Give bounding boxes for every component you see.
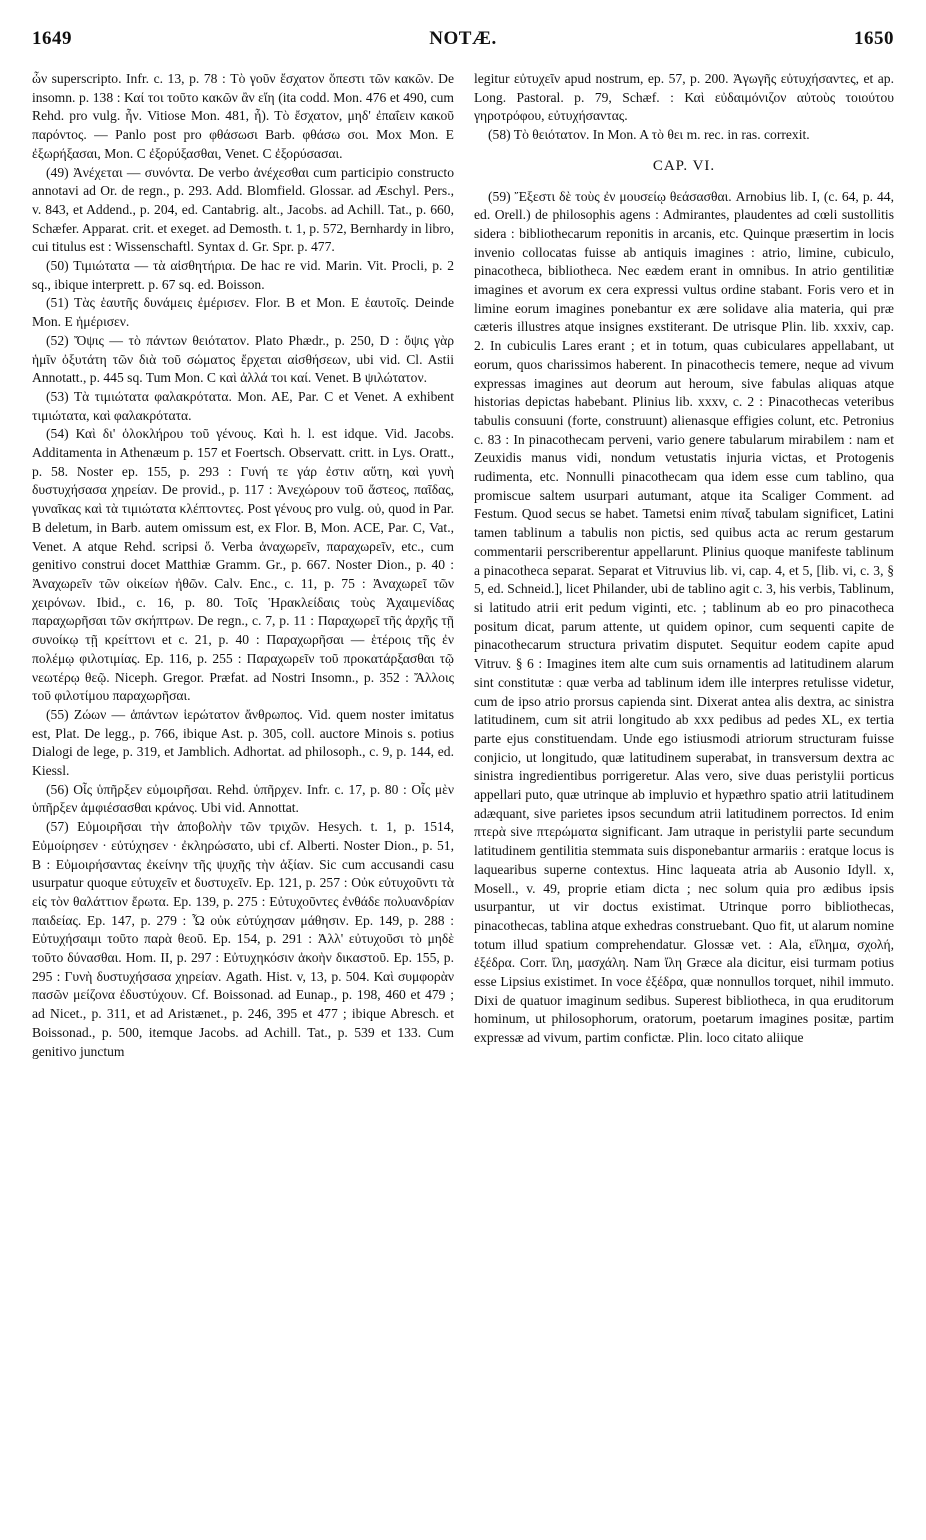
note-paragraph: (50) Τιμιώτατα — τὰ αἰσθητήρια. De hac re vid. Marin. Vit. Procli, p. 2 sq., ibique interprett. p. 67 sq. ed. Boisson. xyxy=(32,258,454,292)
note-paragraph: (57) Εὐμοιρῆσαι τὴν ἀποβολὴν τῶν τριχῶν. Hesych. t. 1, p. 1514, Εὐμοίρησεν · εὐτύχησεν · ἐκληρώσατο, ubi cf. Alberti. Noster Dion., p. 51, B : Εὐμοιρήσαντας ἐκείνην τῆς ψυχῆς τὴν ἀξίαν. Sic cum accusandi casu usurpatur quoque εὐτυχεῖν et δυστυχεῖν. Ep. 121, p. 257 : Οὐκ εὐτυχοῦντι τὰ εἰς τὸν θαλάττιον ἔρωτα. Ep. 139, p. 275 : Εὐτυχοῦντες ἐνθάδε πολυανδρίαν παιδείας. Ep. 147, p. 279 : Ὦ οὐκ εὐτύχησαν μάθησιν. Ep. 149, p. 288 : Εὐτυχήσαιμι τοῦτο παρὰ θεοῦ. Ep. 154, p. 291 : Ἀλλ' εὐτυχοῦσι τὸ μηδὲ τοῦτο δύνασθαι. Hom. II, p. 297 : Εὐτυχηκόσιν ἀκοὴν δικαστοῦ. Ep. 155, p. 295 : Γυνὴ δυστυχήσασα χηρείαν. Agath. Hist. v, 13, p. 504. Καὶ συμφορὰν πασῶν μείζονα ἐδυστύχουν. Cf. Boissonad. ad Eunap., p. 198, 460 et 479 ; ad Nicet., p. 311, et ad Aristænet., p. 246, 395 et 477 ; ibique Abresch. et Boissonad., p. 500, itemque Jacobs. ad Achill. Tat., p. 539 et 133. Cum genitivo junctum xyxy=(32,819,454,1059)
page-header xyxy=(32,28,894,58)
note-paragraph: ὧν superscripto. Infr. c. 13, p. 78 : Τὸ γοῦν ἔσχατον ὅπεστι τῶν κακῶν. De insomn. p. 138 : Καί τοι τοῦτο κακῶν ἂν εἴη (ita codd. Mon. 476 et 490, cum Rehd. pro vulg. ἦν. Vitiose Mon. 481, ἦ). Τὸ ἔσχατον, μηδ' ἐπαΐειν κακοῦ παρόντος. — Panlo post pro φθάσωσι Barb. φθάσω σοι. Mox Mon. E ἐξωρήξασαι, Mon. C ἐξορύξασθαι, Venet. C ἐξορύσασαι. xyxy=(32,71,454,161)
running-title: NOTÆ. xyxy=(429,28,497,49)
note-paragraph: (51) Τὰς ἑαυτῆς δυνάμεις ἐμέρισεν. Flor. B et Mon. E ἑαυτοῖς. Deinde Mon. E ἡμέρισεν. xyxy=(32,295,454,330)
note-paragraph: (52) Ὄψις — τὸ πάντων θειότατον. Plato Phædr., p. 250, D : ὄψις γὰρ ἡμῖν ὀξυτάτη τῶν διὰ τοῦ σώματος ἔρχεται αἰσθήσεων, ubi vid. Cl. Astii Annotatt., p. 445 sq. Tum Mon. C καὶ ἀλλά τοι καί. Venet. B ψιλώτατον. xyxy=(32,332,454,386)
right-column-notes-bottom xyxy=(474,188,894,1048)
right-page-number: 1650 xyxy=(854,28,894,49)
right-column xyxy=(474,70,894,1048)
note-paragraph: (55) Ζώων — ἁπάντων ἱερώτατον ἄνθρωπος. Vid. quem noster imitatus est, Plat. De legg., p. 766, ibique Ast. p. 305, coll. auctore Minois s. potius Dialogi de lege, p. 319, et Jamblich. Adhortat. ad philosoph., c. 9, p. 144, ed. Kiessl. xyxy=(32,706,454,779)
note-paragraph: (58) Τὸ θειότατον. In Mon. A τὸ θει m. rec. in ras. correxit. xyxy=(488,127,810,143)
chapter-heading: CAP. VI. xyxy=(652,157,716,174)
note-paragraph: (59) Ἔξεστι δὲ τοὺς ἐν μουσείῳ θεάσασθαι. Arnobius lib. I, (c. 64, p. 44, ed. Orell.) de philosophis agens : Admirantes, plaudentes ad cœli sustollitis sidera : bibliothecarum reponitis in arcanis, etc. Quinque præsertim in locis invenio collocatas fuisse ab antiquis imagines : atrio, limine, cubiculo, pinacotheca, bibliotheca. Nec eædem erant in omnibus. In atrio gentilitiæ imagines et avorum ex cera expressi vultus ordine stabant. Foris vero et in limine eorum imagines ponebantur ex ære solidave alia materia, qui præ cæteris illustres atque insignes exstiterant. De utrisque Plin. lib. xxxiv, cap. 2. In cubiculis Lares erant ; et in totum, quas cubiculares appellabant, ut eorum, quos charissimos haberent. In pinacothecis temere, neque ad vivum expressas imagines aut deorum aut heroum, sive fabulas aliquas atque historias depictas habebant. Plinius lib. xxxv, c. 2 : Pinacothecas veteribus tabulis consuuni (forte, construunt) alienasque effigies colunt, etc. Petronius c. 83 : In pinacothecam perveni, vario genere tabularum mirabilem : nam et Zeuxidis manus vidi, nondum vetustatis injuria victas, et Protogenis rudimenta, etc. Nonnulli pinacothecam qua idem esse cum tablino, qua promiscue saltem usurpari autumant, atque ita Scaliger Comment. ad Festum. Quod secus se habet. Tametsi enim πίναξ tabulam significet, Latini tamen tablinum a tabulis non pictis, sed quibus acta ac rerum gestarum commentarii perscriberentur appellarunt. Plinius quoque manifeste tablinum a pinacotheca separat. Separat et Vitruvius lib. vi, cap. 4, et 5, [lib. vi, c. 3, § 5, ed. Schneid.], licet Philander, ubi de tablino agit c. 3, his verbis, Tablinum, si latitudo atrii erit pedum viginti, etc. ; tablinum ab eo pro pinacotheca positum dicat, parum attente, ut quidem opinor, cum sequenti capite de pinacothecarum structura privatim disputet. Sequitur eodem capite apud Vitruv. § 6 : Imagines item alte cum suis ornamentis ad latitudinem alarum sint constitutæ : quæ verba ad tablinum idem ille interpres retulisse videtur, cum de ipso atrio prorsus capienda sint. Dixerat antea alis dextra, ac sinistra latitudinem, cum sit atrii longitudo ab xxx pedibus ad pedes XL, ex tertia parte ejus constituendam. Unde ego istiusmodi atriorum structuram fuisse conjicio, ut longitudo, quæ latitudinem superabat, in transversum dextra ac sinistra ingredientibus porrigeretur. Alas vero, sive duas peristylii porticus appellari puto, quæ utrinque ab impluvio et hypæthro spatio atrii latitudinem adæquant, sive parietes ipsos secundum atrii latitudinem porrectos. Id enim πτερὰ sive πτερώματα significant. Jam utraque in peristylii parte secundum latitudinem gentilitia stemmata suis disponebantur armariis : eratque locus is laquearibus superne contextus. Hinc laqueata atria ab Ausonio Idyll. x, Mosell., v. 49, proprie etiam dicta ; nec solum quia pro ædibus ipsis usurpantur, ut vir doctus existimat. Utrinque porro bibliothecas, pinacothecas, tablina atque exhedras construebant. Quo fit, ut alarum nomine totum illud spatium comprehendatur. Glossæ vet. : Ala, εἴλημα, σχολή, ἐξέδρα. Corr. ἴλη, μασχάλη. Nam ἴλη Græce ala dicitur, eisi turmam potius esse Lipsius existimet. In voce ἐξέδρα, quæ nonnullos torquet, nihil immuto. Dixi de quatuor imaginum sedibus. Superest bibliotheca, in qua eruditorum hominum, ut philosophorum, oratorum, poetarum imagines positæ, partim expressæ ad vivum, partim confictæ. Plin. loco citato aliique xyxy=(474,188,894,1046)
note-paragraph: (54) Καὶ δι' ὁλοκλήρου τοῦ γένους. Καὶ h. l. est idque. Vid. Jacobs. Additamenta in Athenæum p. 157 et Foertsch. Observatt. critt. in Lys. Oratt., p. 58. Noster ep. 155, p. 293 : Γυνή τε γάρ ἐστιν αὕτη, καὶ γυνὴ δυστυχήσασα χηρείαν. De provid., p. 117 : Ἀνεχώρουν τοῦ ἄστεος, παῖδας, γυναῖκας καὶ τὰ τιμιώτατα κλέπτοντες. Post γένους pro vulg. οὐ, quod in Par. B deletum, in Barb. autem omissum est, ex Flor. B, Mon. ACE, Par. C, Vat., Venet. A atque Rehd. scripsi ὅ. Verba ἀναχωρεῖν, παραχωρεῖν, etc., cum genitivo construi docet Matthiæ Gramm. Gr., p. 667. Noster Dion., p. 40 : Ἀναχωρεῖν τῶν οἰκείων ἠθῶν. Calv. Enc., c. 11, p. 75 : Ἀναχωρεῖ τῶν χειρόνων. Ibid., c. 16, p. 80. Τοῖς Ἡρακλείδαις τοὺς Ἀχαιμενίδας παραχωρῆσαι τῶν σκήπτρων. De regn., c. 7, p. 11 : Παραχωρεῖ τῆς ἀρχῆς τῇ συνοίκῳ τῇ κρείττονι et c. 21, p. 40 : Παραχωρῆσαι — ἑτέροις τῆς ἐν πολέμῳ φιλοτιμίας. Ep. 116, p. 255 : Παραχωρεῖν τοῦ προκατάρξασθαι τῷ νεωτέρῳ θεῷ. Niceph. Gregor. Præfat. ad Nostri Insomn., p. 352 : Ἄλλοις τοῦ φιλοτίμου παραχωρῆσαι. xyxy=(32,426,454,704)
note-paragraph: (53) Τὰ τιμιώτατα φαλακρότατα. Mon. AE, Par. C et Venet. A exhibent τιμιώτατα, καὶ φαλακρότατα. xyxy=(32,388,454,423)
note-paragraph: (49) Ἀνέχεται — συνόντα. De verbo ἀνέχεσθαι cum participio constructo annotavi ad Or. de regn., p. 293. Add. Blomfield. Glossar. ad Æschyl. Pers., v. 843, et Addend., p. 204, ed. Cantabrig. alt., Jacobs. ad Achill. Tat., p. 660, Schæfer. Apparat. crit. et exeget. ad Demosth. t. 1, p. 572, Bernhardy in libro, cui titulus est : Wissenschaftl. Syntax d. Gr. Spr. p. 477. xyxy=(32,164,454,255)
note-paragraph: legitur εὐτυχεῖν apud nostrum, ep. 57, p. 200. Ἀγωγῆς εὐτυχήσαντες, et ap. Long. Pastoral. p. 79, Schæf. : Καὶ εὐδαιμόνιζον αὐτοὺς τοιούτου γηροτρόφου, εὐτυχήσαντας. xyxy=(474,71,894,124)
left-column xyxy=(32,70,454,1061)
right-column-notes-top xyxy=(474,70,894,145)
left-page-number: 1649 xyxy=(32,28,72,49)
note-paragraph: (56) Οἷς ὑπῆρξεν εὐμοιρῆσαι. Rehd. ὑπῆρχεν. Infr. c. 17, p. 80 : Οἷς μὲν ὑπῆρξεν ἀμφιέσασθαι κράνος. Ubi vid. Annottat. xyxy=(32,781,454,816)
